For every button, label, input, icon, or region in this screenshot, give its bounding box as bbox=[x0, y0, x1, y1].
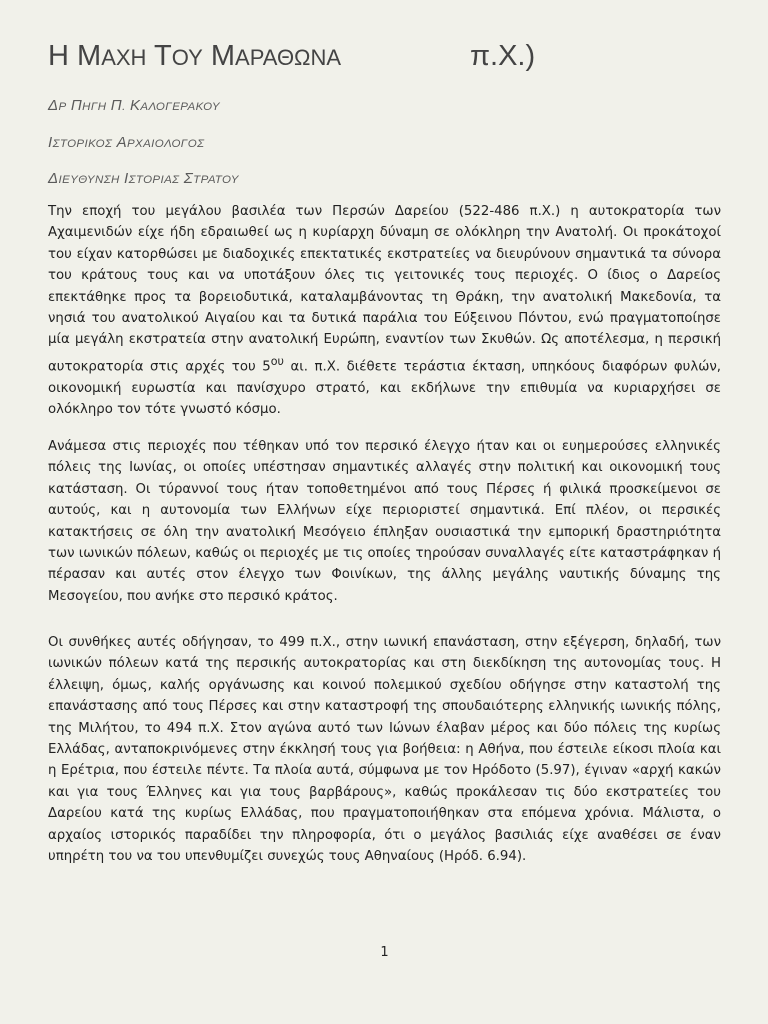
title-main: Η ΜΑΧΗ ΤΟΥ ΜΑΡΑΘΩΝΑ bbox=[48, 40, 342, 72]
document-title bbox=[48, 40, 721, 84]
title-date: π.Χ.) bbox=[470, 40, 536, 72]
page-number: 1 bbox=[380, 945, 389, 960]
body-paragraph-1 bbox=[48, 201, 721, 420]
ordinal-superscript: ου bbox=[270, 354, 284, 368]
paragraph-1-text-end: αι. π.Χ. διέθετε τεράστια έκταση, υπηκόους διαφόρων φυλών, οικονομική ευρωστία και πανίσχυρο στρατό, και εκδήλωνε την επιθυμία να κυριαρχήσει σε ολόκληρο τον τότε γνωστό κόσμο. bbox=[48, 359, 721, 418]
body-paragraph-3: Οι συνθήκες αυτές οδήγησαν, το 499 π.Χ., στην ιωνική επανάσταση, στην εξέγερση, δηλαδή, των ιωνικών πόλεων κατά της περσικής αυτοκρατορίας και στη διεκδίκηση της αυτονομίας τους. Η έλλειψη, όμως, καλής οργάνωσης και κοινού πολεμικού σχεδίου οδήγησε στην καταστολή της επανάστασης από τους Πέρσες και στην καταστροφή της σπουδαιότερης ελληνικής ιωνικής πόλης, της Μιλήτου, το 494 π.Χ. Στον αγώνα αυτό των Ιώνων έλαβαν μέρος και δύο πόλεις της κυρίως Ελλάδας, ανταποκρινόμενες στην έκκλησή τους για βοήθεια: η Αθήνα, που έστειλε είκοσι πλοία και η Ερέτρια, που έστειλε πέντε. Τα πλοία αυτά, σύμφωνα με τον Ηρόδοτο (5.97), έγιναν «αρχή κακών και για τους Έλληνες και για τους βαρβάρους», καθώς προκάλεσαν τις δύο εκστρατείες του Δαρείου κατά της κυρίως Ελλάδας, που πραγματοποιήθηκαν στα επόμενα χρόνια. Μάλιστα, ο αρχαίος ιστορικός παραδίδει την πληροφορία, ότι ο μεγάλος βασιλιάς είχε αναθέσει σε έναν υπηρέτη του να του υπενθυμίζει συνεχώς τους Αθηναίους (Ηρόδ. 6.94). bbox=[48, 635, 721, 865]
body-paragraph-2: Ανάμεσα στις περιοχές που τέθηκαν υπό τον περσικό έλεγχο ήταν και οι ευημερούσες ελληνικές πόλεις της Ιωνίας, οι οποίες υπέστησαν σημαντικές αλλαγές στην πολιτική και οικονομική τους κατάσταση. Οι τύραννοί τους ήταν τοποθετημένοι από τους Πέρσες ή φιλικά προσκείμενοι σε αυτούς, και η αυτονομία των Ελλήνων είχε περιοριστεί σημαντικά. Επί πλέον, οι περσικές κατακτήσεις σε όλη την ανατολική Μεσόγειο έπληξαν ουσιαστικά την εμπορική δραστηριότητα των ιωνικών πόλεων, καθώς οι περιοχές με τις οποίες τηρούσαν συναλλαγές είτε καταστράφηκαν ή πέρασαν και αυτές στον έλεγχο των Φοινίκων, της άλλης μεγάλης ναυτικής δύναμης της Μεσογείου, που ανήκε στο περσικό κράτος. bbox=[48, 439, 721, 604]
paragraph-1-text-start: Την εποχή του μεγάλου βασιλέα των Περσών Δαρείου (522-486 π.Χ.) η αυτοκρατορία των Αχαιμενιδών είχε ήδη εδραιωθεί ως η κυρίαρχη δύναμη σε ολόκληρη την Ανατολή. Οι προκάτοχοί του είχαν κατορθώσει με διαδοχικές επεκτατικές εκστρατείες να διευρύνουν σημαντικά τα σύνορα του κράτους τους και να υποτάξουν όλες τις γειτονικές τους περιοχές. Ο ίδιος ο Δαρείος επεκτάθηκε προς τα βορειοδυτικά, καταλαμβάνοντας τη Θράκη, την ανατολική Μακεδονία, τα νησιά του ανατολικού Αιγαίου και τα δυτικά παράλια του Εύξεινου Πόντου, ενώ πραγματοποίησε μία μεγάλη εκστρατεία στην ανατολική Ευρώπη, εναντίον των Σκυθών. Ως αποτέλεσμα, η περσική αυτοκρατορία στις αρχές του 5 bbox=[48, 204, 721, 375]
author-affiliation: ΔΙΕΥΘΥΝΣΗ ΙΣΤΟΡΙΑΣ ΣΤΡΑΤΟΥ bbox=[48, 170, 239, 187]
author-name: ΔΡ ΠΗΓΗ Π. ΚΑΛΟΓΕΡΑΚΟΥ bbox=[48, 97, 220, 114]
author-role: ΙΣΤΟΡΙΚΟΣ ΑΡΧΑΙΟΛΟΓΟΣ bbox=[48, 134, 205, 151]
